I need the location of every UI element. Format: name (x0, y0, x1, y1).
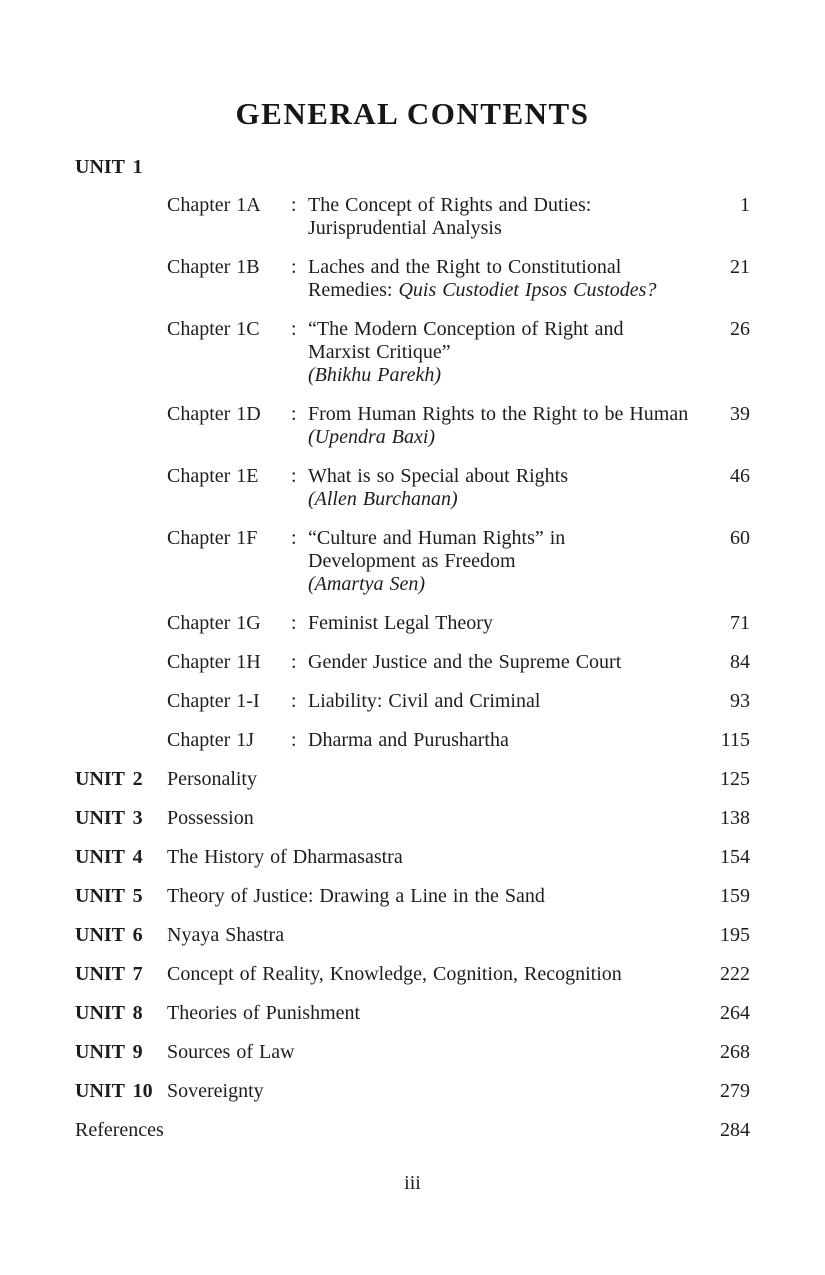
chapter-title-segment: Gender Justice and the Supreme Court (308, 651, 622, 673)
chapter-separator: : (291, 465, 297, 487)
unit-label: UNIT 3 (75, 807, 143, 829)
chapter-title-segment: What is so Special about Rights (308, 465, 568, 487)
chapter-row (167, 729, 750, 752)
chapter-title-segment: “Culture and Human Rights” in (308, 527, 566, 549)
chapter-label: Chapter 1D (167, 403, 261, 425)
unit-page-number: 125 (720, 768, 750, 790)
chapter-title-line (308, 318, 704, 341)
chapter-row (167, 690, 750, 713)
chapter-title-segment: Jurisprudential Analysis (308, 217, 502, 239)
unit-title: Theories of Punishment (167, 1002, 361, 1024)
chapter-separator: : (291, 651, 297, 673)
unit-page-number: 279 (720, 1080, 750, 1102)
chapter-title-line (308, 279, 704, 302)
chapter-title-block (308, 729, 704, 752)
chapter-title-segment: Laches and the Right to Constitutional (308, 256, 622, 278)
unit-row (75, 1080, 750, 1103)
chapter-title-segment: Marxist Critique” (308, 341, 451, 363)
chapter-title-segment: Development as Freedom (308, 550, 516, 572)
chapter-title-block (308, 690, 704, 713)
unit-title: Sovereignty (167, 1080, 264, 1102)
chapter-title-line (308, 217, 704, 240)
unit-label: UNIT 8 (75, 1002, 143, 1024)
chapter-page-number: 84 (730, 651, 750, 673)
chapter-separator: : (291, 729, 297, 751)
unit-row (75, 768, 750, 791)
chapter-title-line (308, 612, 704, 635)
unit-row (75, 924, 750, 947)
unit-title: Personality (167, 768, 257, 790)
chapter-title-block (308, 465, 704, 511)
unit-row (75, 1119, 750, 1142)
chapter-label: Chapter 1H (167, 651, 261, 673)
chapter-title-segment: (Bhikhu Parekh) (308, 364, 441, 386)
chapter-title-line (308, 550, 704, 573)
chapter-page-number: 21 (730, 256, 750, 278)
chapter-title-segment: Feminist Legal Theory (308, 612, 493, 634)
unit-page-number: 268 (720, 1041, 750, 1063)
chapter-row (167, 256, 750, 302)
chapter-label: Chapter 1B (167, 256, 260, 278)
chapter-title-segment: The Concept of Rights and Duties: (308, 194, 592, 216)
chapter-page-number: 1 (740, 194, 750, 216)
references-label: References (75, 1119, 164, 1141)
chapter-title-block (308, 194, 704, 240)
unit-title: Possession (167, 807, 254, 829)
unit-page-number: 195 (720, 924, 750, 946)
chapter-title-line (308, 194, 704, 217)
chapter-separator: : (291, 690, 297, 712)
chapter-label: Chapter 1G (167, 612, 261, 634)
chapter-separator: : (291, 256, 297, 278)
folio-page-number: iii (404, 1172, 421, 1194)
unit-list (75, 768, 750, 1142)
unit-row (75, 807, 750, 830)
chapter-title-segment: Liability: Civil and Criminal (308, 690, 541, 712)
unit-label: UNIT 5 (75, 885, 143, 907)
chapter-title-block (308, 651, 704, 674)
chapter-separator: : (291, 612, 297, 634)
chapter-title-line (308, 488, 704, 511)
page-title: GENERAL CONTENTS (235, 96, 590, 131)
chapter-page-number: 71 (730, 612, 750, 634)
chapter-title-segment: (Upendra Baxi) (308, 426, 436, 448)
chapter-label: Chapter 1A (167, 194, 261, 216)
unit-1-heading: UNIT 1 (75, 156, 143, 178)
chapter-title-block (308, 403, 704, 449)
chapter-page-number: 39 (730, 403, 750, 425)
chapter-row (167, 651, 750, 674)
chapter-title-line (308, 651, 704, 674)
unit-title: The History of Dharmasastra (167, 846, 403, 868)
chapter-label: Chapter 1E (167, 465, 259, 487)
chapter-separator: : (291, 318, 297, 340)
unit-title: Theory of Justice: Drawing a Line in the Sand (167, 885, 545, 907)
chapter-separator: : (291, 403, 297, 425)
unit-page-number: 222 (720, 963, 750, 985)
unit-row (75, 1002, 750, 1025)
chapter-title-segment: From Human Rights to the Right to be Human (308, 403, 689, 425)
chapter-title-segment: “The Modern Conception of Right and (308, 318, 624, 340)
chapter-title-segment: Dharma and Purushartha (308, 729, 509, 751)
unit-page-number: 284 (720, 1119, 750, 1141)
chapter-separator: : (291, 527, 297, 549)
unit-row (75, 963, 750, 986)
chapter-page-number: 26 (730, 318, 750, 340)
chapter-title-line (308, 573, 704, 596)
unit-row (75, 1041, 750, 1064)
chapter-title-line (308, 341, 704, 364)
chapter-title-segment: (Amartya Sen) (308, 573, 426, 595)
unit-title: Concept of Reality, Knowledge, Cognition, Recognition (167, 963, 622, 985)
chapter-row (167, 527, 750, 596)
chapter-label: Chapter 1J (167, 729, 255, 751)
unit-label: UNIT 10 (75, 1080, 153, 1102)
unit-label: UNIT 2 (75, 768, 143, 790)
chapter-title-segment: Quis Custodiet Ipsos Custodes? (398, 279, 657, 301)
chapter-row (167, 612, 750, 635)
chapter-row (167, 318, 750, 387)
chapter-title-block (308, 527, 704, 596)
unit-row (75, 846, 750, 869)
unit-row (75, 885, 750, 908)
chapter-title-line (308, 729, 704, 752)
chapter-label: Chapter 1F (167, 527, 258, 549)
unit-page-number: 154 (720, 846, 750, 868)
unit-page-number: 264 (720, 1002, 750, 1024)
chapter-title-line (308, 426, 704, 449)
chapter-separator: : (291, 194, 297, 216)
chapter-row (167, 194, 750, 240)
chapter-title-block (308, 612, 704, 635)
unit-title: Sources of Law (167, 1041, 295, 1063)
chapter-title-line (308, 690, 704, 713)
unit-1-chapter-list (75, 194, 750, 752)
chapter-title-block (308, 318, 704, 387)
chapter-title-segment: (Allen Burchanan) (308, 488, 458, 510)
chapter-page-number: 46 (730, 465, 750, 487)
chapter-title-line (308, 256, 704, 279)
unit-label: UNIT 9 (75, 1041, 143, 1063)
chapter-title-line (308, 364, 704, 387)
chapter-title-line (308, 403, 704, 426)
unit-page-number: 159 (720, 885, 750, 907)
chapter-row (167, 403, 750, 449)
unit-label: UNIT 4 (75, 846, 143, 868)
chapter-page-number: 115 (720, 729, 750, 751)
chapter-row (167, 465, 750, 511)
chapter-page-number: 93 (730, 690, 750, 712)
chapter-title-segment: Remedies: (308, 279, 399, 301)
chapter-title-block (308, 256, 704, 302)
chapter-label: Chapter 1-I (167, 690, 260, 712)
unit-label: UNIT 7 (75, 963, 143, 985)
chapter-label: Chapter 1C (167, 318, 260, 340)
unit-title: Nyaya Shastra (167, 924, 285, 946)
chapter-page-number: 60 (730, 527, 750, 549)
chapter-title-line (308, 527, 704, 550)
unit-label: UNIT 6 (75, 924, 143, 946)
chapter-title-line (308, 465, 704, 488)
unit-page-number: 138 (720, 807, 750, 829)
